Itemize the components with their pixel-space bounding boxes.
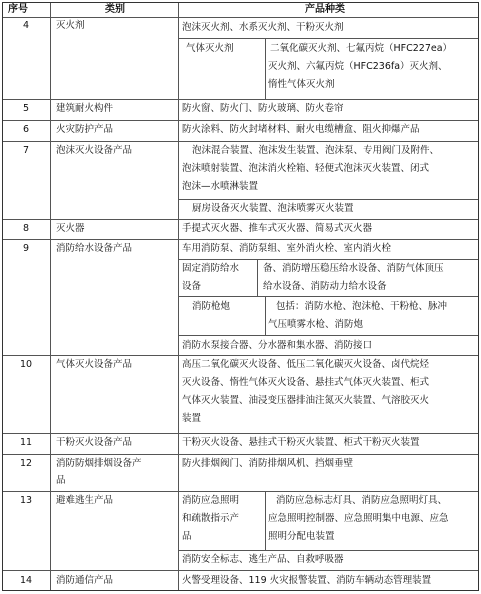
product-line: 装置 bbox=[182, 413, 202, 424]
row-number: 8 bbox=[23, 223, 30, 234]
product-line: 气压喷雾水枪、消防炮 bbox=[268, 319, 364, 330]
sub-row-divider bbox=[178, 335, 478, 336]
sub-column-divider bbox=[265, 491, 266, 550]
product-line: 泡沫—水喷淋装置 bbox=[182, 181, 259, 192]
row-divider bbox=[3, 239, 478, 240]
row-number: 9 bbox=[23, 243, 30, 254]
row-divider bbox=[3, 99, 478, 100]
row-divider bbox=[3, 17, 478, 18]
row-number: 12 bbox=[20, 458, 33, 469]
row-number: 14 bbox=[20, 575, 33, 586]
product-subcategory: 固定消防给水 bbox=[182, 263, 240, 274]
product-line: 惰性气体灭火剂 bbox=[268, 79, 335, 90]
row-divider bbox=[3, 120, 478, 121]
row-divider bbox=[3, 141, 478, 142]
row-divider bbox=[3, 355, 478, 356]
row-category: 火灾防护产品 bbox=[56, 124, 114, 135]
row-divider bbox=[3, 570, 478, 571]
product-line: 消防水泵接合器、分水器和集水器、消防接口 bbox=[182, 340, 373, 351]
sub-row-divider bbox=[178, 199, 478, 200]
product-line: 火警受理设备、119 火灾报警装置、消防车辆动态管理装置 bbox=[182, 575, 432, 586]
product-line: 包括：消防水枪、泡沫枪、干粉枪、脉冲 bbox=[276, 301, 448, 312]
row-divider bbox=[3, 491, 478, 492]
row-category: 灭火器 bbox=[56, 223, 85, 234]
row-category: 避难逃生产品 bbox=[56, 495, 114, 506]
row-category: 干粉灭火设备产品 bbox=[56, 437, 133, 448]
row-divider bbox=[3, 454, 478, 455]
row-divider bbox=[3, 433, 478, 434]
row-number: 6 bbox=[23, 124, 30, 135]
product-line: 泡沫混合装置、泡沫发生装置、泡沫泵、专用阀门及附件、 bbox=[192, 145, 440, 156]
sub-row-divider bbox=[178, 550, 478, 551]
product-line: 照明分配电装置 bbox=[268, 531, 335, 542]
product-subcategory: 设备 bbox=[182, 281, 202, 292]
product-line: 干粉灭火设备、悬挂式干粉灭火装置、柜式干粉灭火装置 bbox=[182, 437, 420, 448]
product-line: 高压二氧化碳灭火设备、低压二氧化碳灭火设备、卤代烷烃 bbox=[182, 359, 430, 370]
product-line: 防火涂料、防火封堵材料、耐火电缆槽盒、阻火抑爆产品 bbox=[182, 124, 420, 135]
sub-column-divider bbox=[257, 259, 258, 296]
row-divider bbox=[3, 219, 478, 220]
row-number: 10 bbox=[20, 359, 33, 370]
row-number: 5 bbox=[23, 103, 30, 114]
product-line: 消防应急标志灯具、消防应急照明灯具、 bbox=[276, 495, 448, 506]
product-line: 气体灭火装置、油浸变压器排油注氮灭火装置、气溶胶灭火 bbox=[182, 395, 430, 406]
product-line: 泡沫灭火剂、水系灭火剂、干粉灭火剂 bbox=[182, 22, 344, 33]
row-category: 品 bbox=[56, 475, 66, 486]
product-line: 车用消防泵、消防泵组、室外消火栓、室内消火栓 bbox=[182, 243, 392, 254]
header-products: 产品种类 bbox=[305, 4, 345, 15]
column-divider bbox=[178, 3, 179, 590]
row-category: 气体灭火设备产品 bbox=[56, 359, 133, 370]
row-category: 泡沫灭火设备产品 bbox=[56, 145, 133, 156]
sub-row-divider bbox=[178, 259, 478, 260]
row-number: 13 bbox=[20, 495, 33, 506]
row-category: 消防给水设备产品 bbox=[56, 243, 133, 254]
row-number: 4 bbox=[23, 20, 30, 31]
product-line: 备、消防增压稳压给水设备、消防气体顶压 bbox=[263, 263, 444, 274]
product-subcategory: 消防应急照明 bbox=[182, 495, 240, 506]
product-subcategory: 气体灭火剂 bbox=[186, 43, 234, 54]
product-category-table bbox=[2, 2, 479, 591]
sub-row-divider bbox=[178, 38, 478, 39]
row-category: 灭火剂 bbox=[56, 20, 85, 31]
product-line: 给水设备、消防动力给水设备 bbox=[263, 281, 387, 292]
row-category: 消防通信产品 bbox=[56, 575, 114, 586]
sub-row-divider bbox=[178, 296, 478, 297]
product-line: 厨房设备灭火装置、泡沫喷雾灭火装置 bbox=[192, 203, 354, 214]
product-line: 泡沫喷射装置、泡沫消火栓箱、轻便式泡沫灭火装置、闭式 bbox=[182, 163, 430, 174]
product-line: 灭火剂、六氟丙烷（HFC236fa）灭火剂、 bbox=[268, 61, 448, 72]
column-divider bbox=[50, 3, 51, 590]
sub-column-divider bbox=[265, 296, 266, 335]
product-subcategory: 品 bbox=[182, 531, 192, 542]
row-number: 7 bbox=[23, 145, 30, 156]
row-category: 消防防烟排烟设备产 bbox=[56, 458, 142, 469]
product-subcategory: 消防枪炮 bbox=[192, 301, 231, 312]
product-line: 应急照明控制器、应急照明集中电源、应急 bbox=[268, 513, 449, 524]
product-line: 二氧化碳灭火剂、七氟丙烷（HFC227ea） bbox=[270, 43, 453, 54]
product-line: 消防安全标志、逃生产品、自救呼吸器 bbox=[182, 554, 344, 565]
product-line: 防火排烟阀门、消防排烟风机、挡烟垂壁 bbox=[182, 458, 354, 469]
row-category: 建筑耐火构件 bbox=[56, 103, 114, 114]
header-category: 类别 bbox=[105, 4, 125, 15]
row-number: 11 bbox=[20, 437, 33, 448]
product-subcategory: 和疏散指示产 bbox=[182, 513, 240, 524]
header-seq: 序号 bbox=[8, 4, 28, 15]
product-line: 手提式灭火器、推车式灭火器、简易式灭火器 bbox=[182, 223, 373, 234]
product-line: 灭火设备、惰性气体灭火设备、悬挂式气体灭火装置、柜式 bbox=[182, 377, 430, 388]
product-line: 防火窗、防火门、防火玻璃、防火卷帘 bbox=[182, 103, 344, 114]
sub-column-divider bbox=[265, 38, 266, 99]
